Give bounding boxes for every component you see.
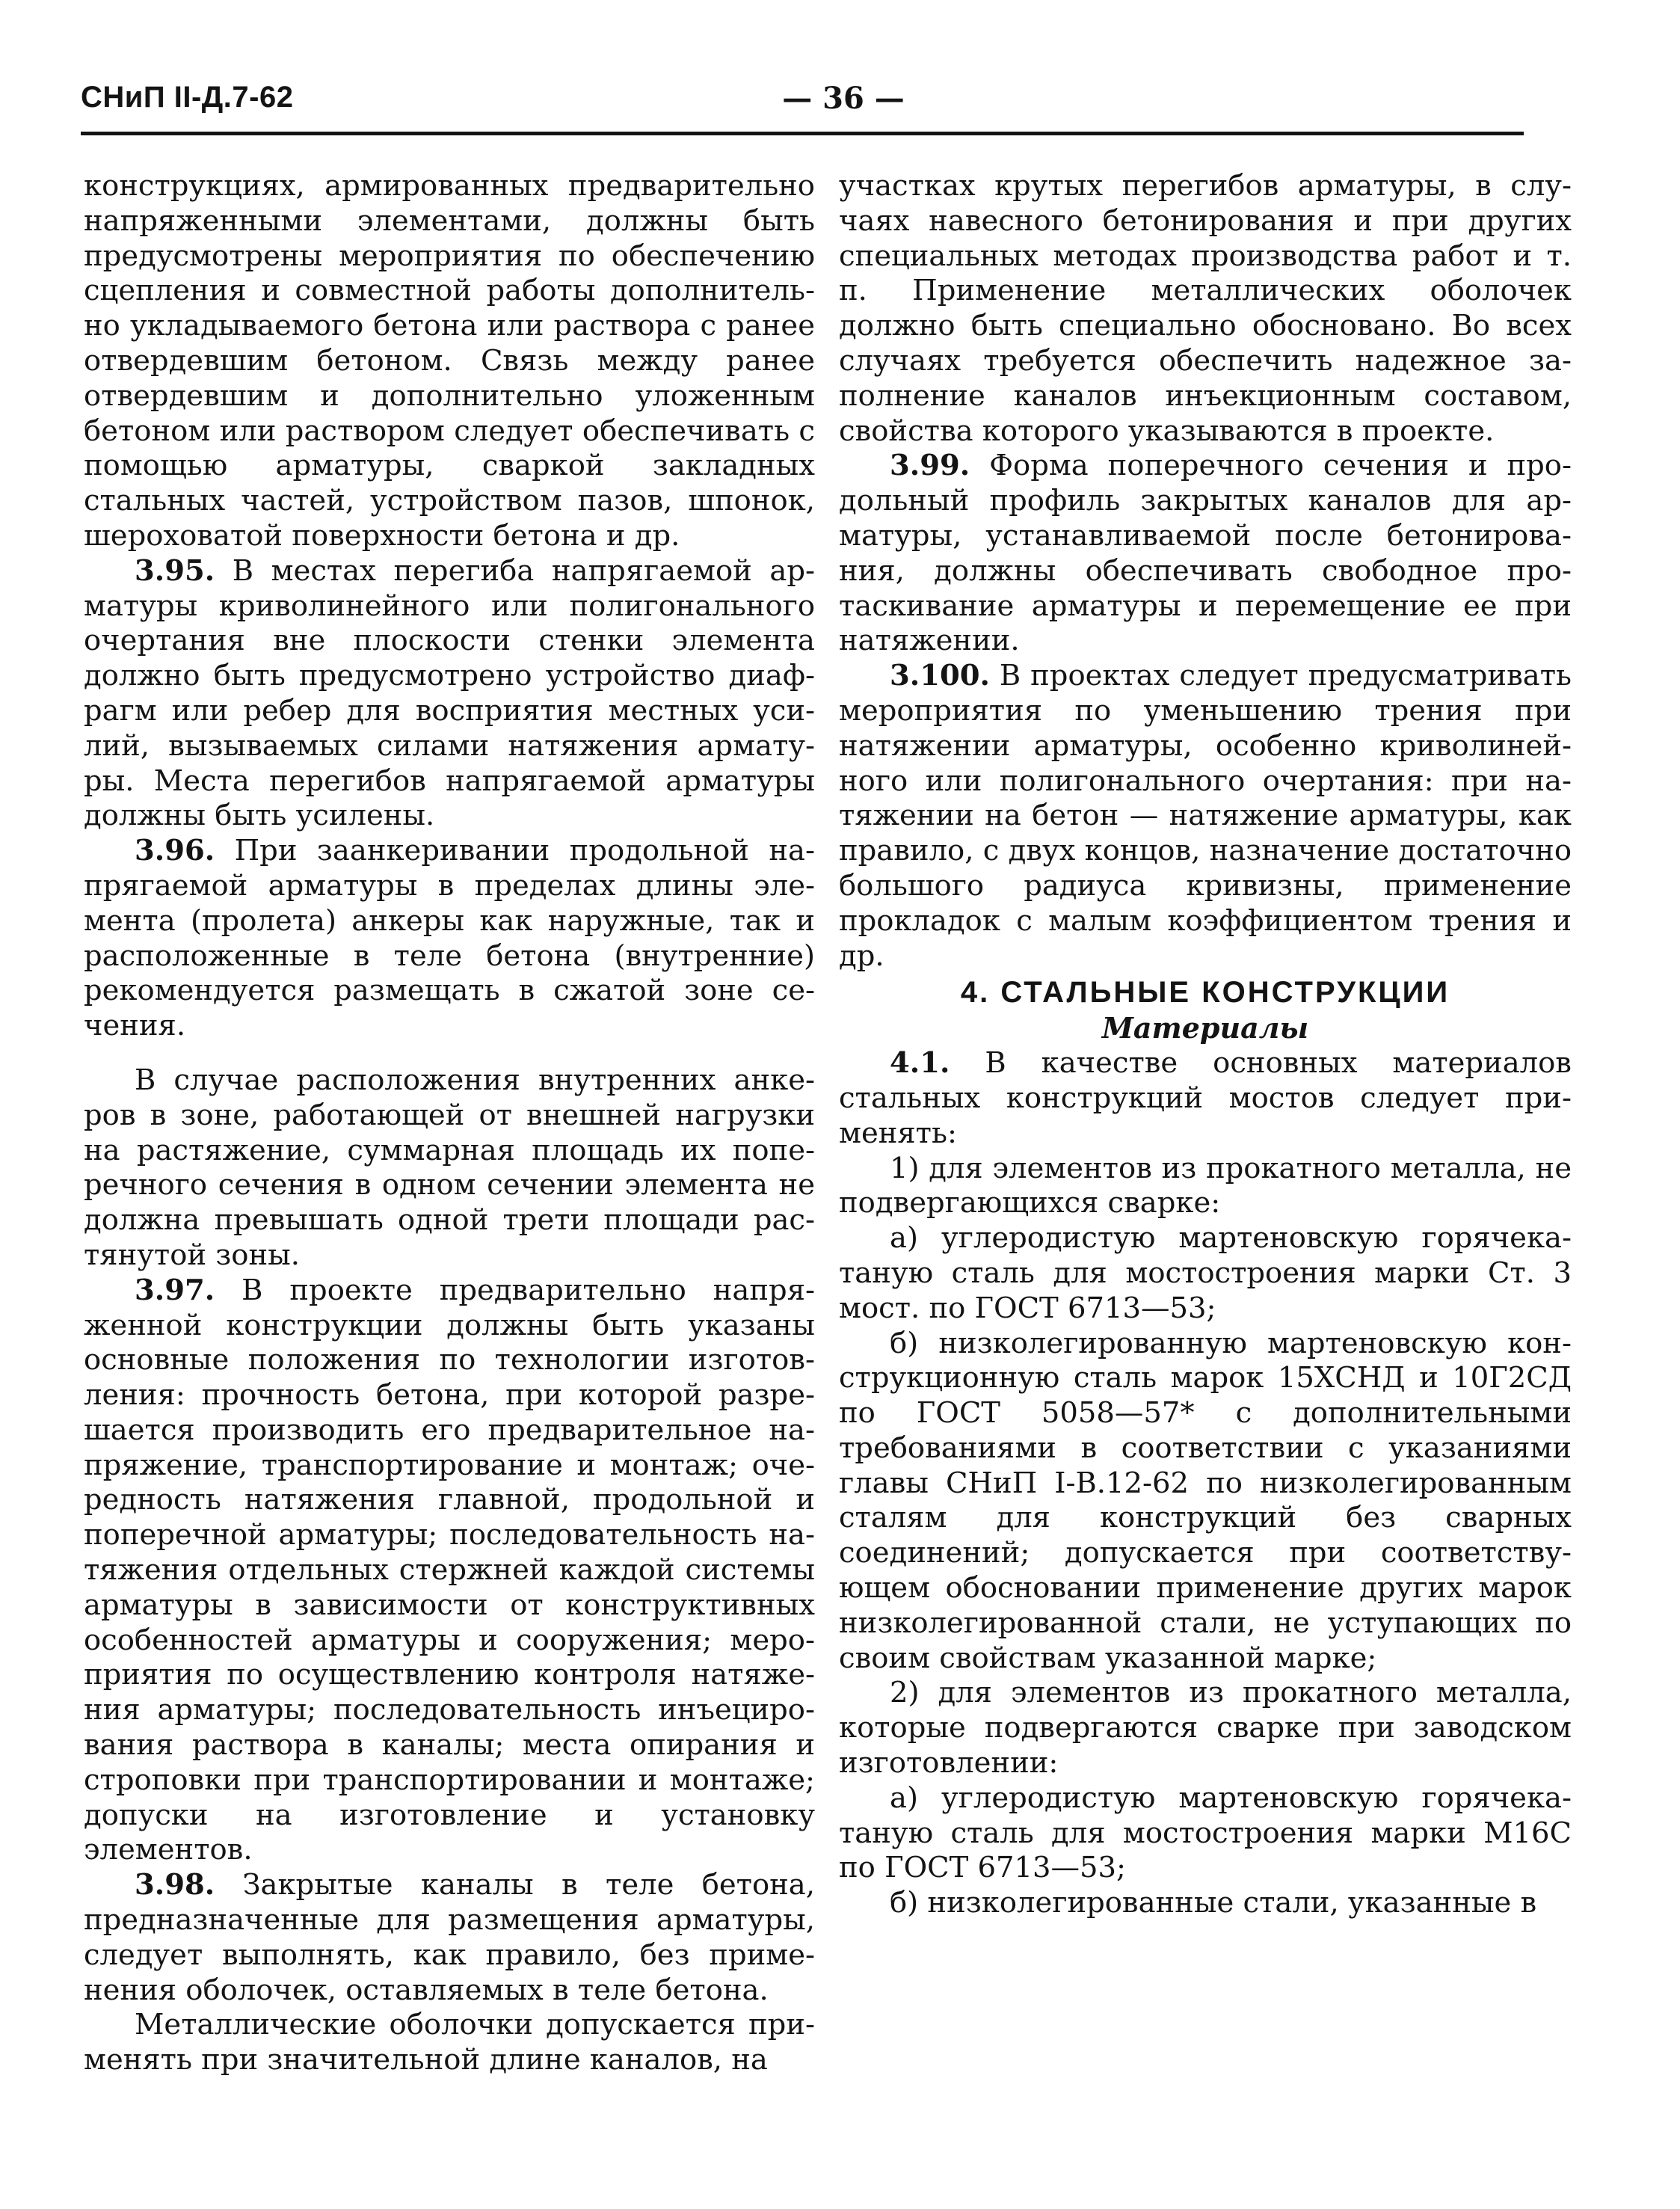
list-item-2: 2) для элементов из прокатного металла, которые подвергаются сварке при заводском изготовлении: bbox=[839, 1676, 1572, 1781]
page-number: — 36 — bbox=[782, 81, 905, 116]
clause-text: Форма поперечного сечения и продольный профиль закрытых каналов для арматуры, устанавливаемой после бетонирования, должны обеспечивать свободное протаскивание арматуры и перемещение ее при натяжении. bbox=[839, 449, 1572, 658]
document-code: СНиП II-Д.7-62 bbox=[81, 81, 294, 114]
subsection-title: Материалы bbox=[1101, 1011, 1309, 1045]
clause-number: 3.98. bbox=[135, 1868, 215, 1902]
clause-text: В проектах следует предусматривать мероприятия по уменьшению трения при натяжении арматуры, особенно криволинейного или полигонального очертания: при натяжении на бетон — натяжение арматуры, как правило, с двух концов, назначение достаточно большого радиуса кривизны, применение прокладок с малым коэффициентом трения и др. bbox=[839, 659, 1572, 973]
clause-text: В местах перегиба напрягаемой арматуры криволинейного или полигонального очертания вне плоскости стенки элемента должно быть предусмотрено устройство диафрагм или ребер для восприятия местных усилий, вызываемых силами натяжения арматуры. Места перегибов напрягаемой арматуры должны быть усилены. bbox=[84, 553, 815, 833]
paragraph-continuation: участках крутых перегибов арматуры, в случаях навесного бетонирования и при других специальных методах производства работ и т. п. Применение металлических оболочек должно быть специально обосновано. Во всех случаях требуется обеспечить надежное заполнение каналов инъекционным составом, свойства которого указываются в проекте. bbox=[839, 169, 1572, 448]
clause-3-95 bbox=[84, 554, 815, 834]
clause-number: 3.96. bbox=[135, 834, 215, 868]
clause-3-98-paragraph-2: Металлические оболочки допускается применять при значительной длине каналов, на bbox=[84, 2008, 815, 2077]
clause-3-98 bbox=[84, 1868, 815, 2008]
paragraph-continuation: конструкциях, армированных предварительно напряженными элементами, должны быть предусмотрены мероприятия по обеспечению сцепления и совместной работы дополнительно укладываемого бетона или раствора с ранее отвердевшим бетоном. Связь между ранее отвердевшим и дополнительно уложенным бетоном или раствором следует обеспечивать с помощью арматуры, сваркой закладных стальных частей, устройством пазов, шпонок, шероховатой поверхности бетона и др. bbox=[84, 169, 815, 553]
clause-3-96 bbox=[84, 834, 815, 1044]
list-item-2b: б) низколегированные стали, указанные в bbox=[890, 1886, 1537, 1920]
clause-text: В качестве основных материалов стальных конструкций мостов следует применять: bbox=[839, 1046, 1572, 1150]
list-item-1: 1) для элементов из прокатного металла, не подвергающихся сварке: bbox=[839, 1151, 1572, 1220]
clause-number: 4.1. bbox=[890, 1046, 950, 1081]
list-item-2a: а) углеродистую мартеновскую горячекатаную сталь для мостостроения марки М16С по ГОСТ 6713—53; bbox=[839, 1781, 1572, 1885]
list-item-1b: б) низколегированную мартеновскую конструкционную сталь марок 15ХСНД и 10Г2СД по ГОСТ 5058—57* с дополнительными требованиями в соответствии с указаниями главы СНиП I-В.12-62 по низколегированным сталям для конструкций без сварных соединений; допускается при соответствующем обосновании применение других марок низколегированной стали, не уступающих по своим свойствам указанной марке; bbox=[839, 1326, 1572, 1675]
clause-text: Закрытые каналы в теле бетона, предназначенные для размещения арматуры, следует выполнять, как правило, без применения оболочек, оставляемых в теле бетона. bbox=[84, 1868, 815, 2007]
clause-number: 3.97. bbox=[135, 1273, 215, 1307]
clause-number: 3.100. bbox=[890, 659, 990, 693]
header-rule bbox=[81, 132, 1524, 135]
clause-4-1 bbox=[839, 1046, 1572, 1151]
clause-3-100 bbox=[839, 659, 1572, 974]
clause-text: При заанкеривании продольной напрягаемой арматуры в пределах длины элемента (пролета) анкеры как наружные, так и расположенные в теле бетона (внутренние) рекомендуется размещать в сжатой зоне сечения. bbox=[84, 834, 815, 1043]
clause-text: В проекте предварительно напряженной конструкции должны быть указаны основные положения по технологии изготовления: прочность бетона, при которой разрешается производить его предварительное напряжение, транспортирование и монтаж; очередность натяжения главной, продольной и поперечной арматуры; последовательность натяжения отдельных стержней каждой системы арматуры в зависимости от конструктивных особенностей арматуры и сооружения; мероприятия по осуществлению контроля натяжения арматуры; последовательность инъецирования раствора в каналы; места опирания и строповки при транспортировании и монтаже; допуски на изготовление и установку элементов. bbox=[84, 1273, 815, 1867]
right-column bbox=[839, 169, 1572, 1921]
clause-3-96-paragraph-2: В случае расположения внутренних анкеров в зоне, работающей от внешней нагрузки на растяжение, суммарная площадь их поперечного сечения в одном сечении элемента не должна превышать одной трети площади растянутой зоны. bbox=[84, 1063, 815, 1272]
page-header bbox=[81, 81, 1516, 129]
clause-3-97 bbox=[84, 1274, 815, 1869]
clause-number: 3.95. bbox=[135, 553, 215, 588]
section-title: 4. СТАЛЬНЫЕ КОНСТРУКЦИИ bbox=[960, 976, 1450, 1010]
clause-number: 3.99. bbox=[890, 449, 970, 483]
list-item-1a: а) углеродистую мартеновскую горячекатаную сталь для мостостроения марки Ст. 3 мост. по ГОСТ 6713—53; bbox=[839, 1221, 1572, 1325]
clause-3-99 bbox=[839, 449, 1572, 659]
left-column bbox=[84, 169, 815, 2078]
